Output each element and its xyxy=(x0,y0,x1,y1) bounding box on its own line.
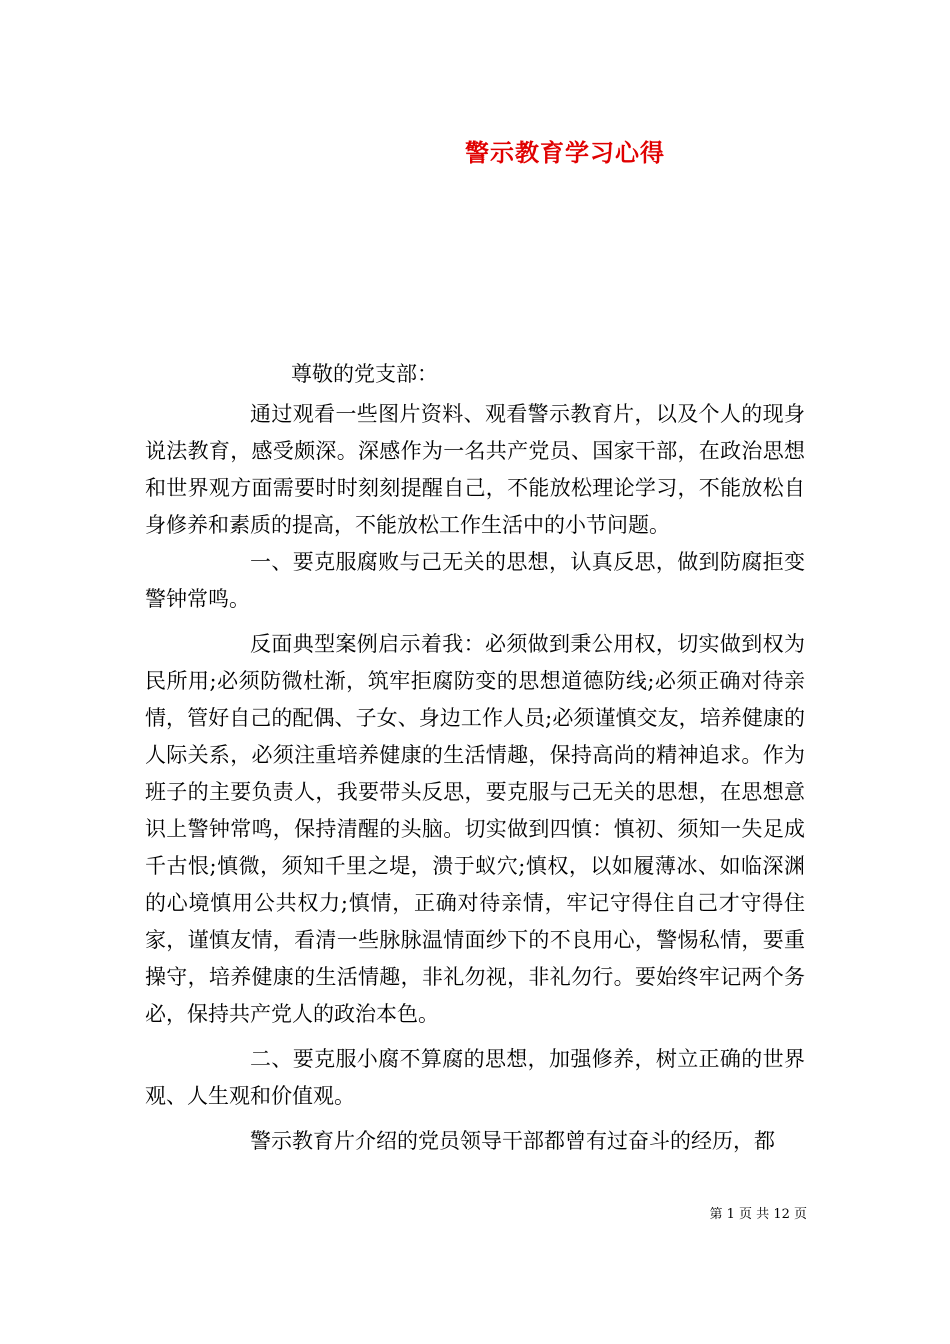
paragraph-intro: 通过观看一些图片资料、观看警示教育片，以及个人的现身说法教育，感受颇深。深感作为一名共产党员、国家干部，在政治思想和世界观方面需要时时刻刻提醒自己，不能放松理论学习，不能放松自身修养和素质的提高，不能放松工作生活中的小节问题。 xyxy=(145,402,805,537)
paragraph-section-1: 反面典型案例启示着我：必须做到秉公用权，切实做到权为民所用;必须防微杜渐，筑牢拒腐防变的思想道德防线;必须正确对待亲情，管好自己的配偶、子女、身边工作人员;必须谨慎交友，培养健康的人际关系，必须注重培养健康的生活情趣，保持高尚的精神追求。作为班子的主要负责人，我要带头反思，要克服与己无关的思想，在思想意识上警钟常鸣，保持清醒的头脑。切实做到四慎：慎初、须知一失足成千古恨;慎微，须知千里之堤，溃于蚁穴;慎权，以如履薄冰、如临深渊的心境慎用公共权力;慎情，正确对待亲情，牢记守得住自己才守得住家，谨慎友情，看清一些脉脉温情面纱下的不良用心，警惕私情，要重操守，培养健康的生活情趣，非礼勿视，非礼勿行。要始终牢记两个务必，保持共产党人的政治本色。 xyxy=(145,632,805,1026)
document-body xyxy=(145,356,805,1160)
paragraph-heading-2: 二、要克服小腐不算腐的思想，加强修养，树立正确的世界观、人生观和价值观。 xyxy=(145,1047,805,1108)
document-title: 警示教育学习心得 xyxy=(465,138,665,167)
paragraph-section-2: 警示教育片介绍的党员领导干部都曾有过奋斗的经历，都 xyxy=(250,1129,775,1153)
paragraph-heading-1: 一、要克服腐败与己无关的思想，认真反思，做到防腐拒变警钟常鸣。 xyxy=(145,550,805,611)
salutation: 尊敬的党支部： xyxy=(291,362,438,386)
page-number: 第 1 页 共 12 页 xyxy=(709,1207,807,1222)
